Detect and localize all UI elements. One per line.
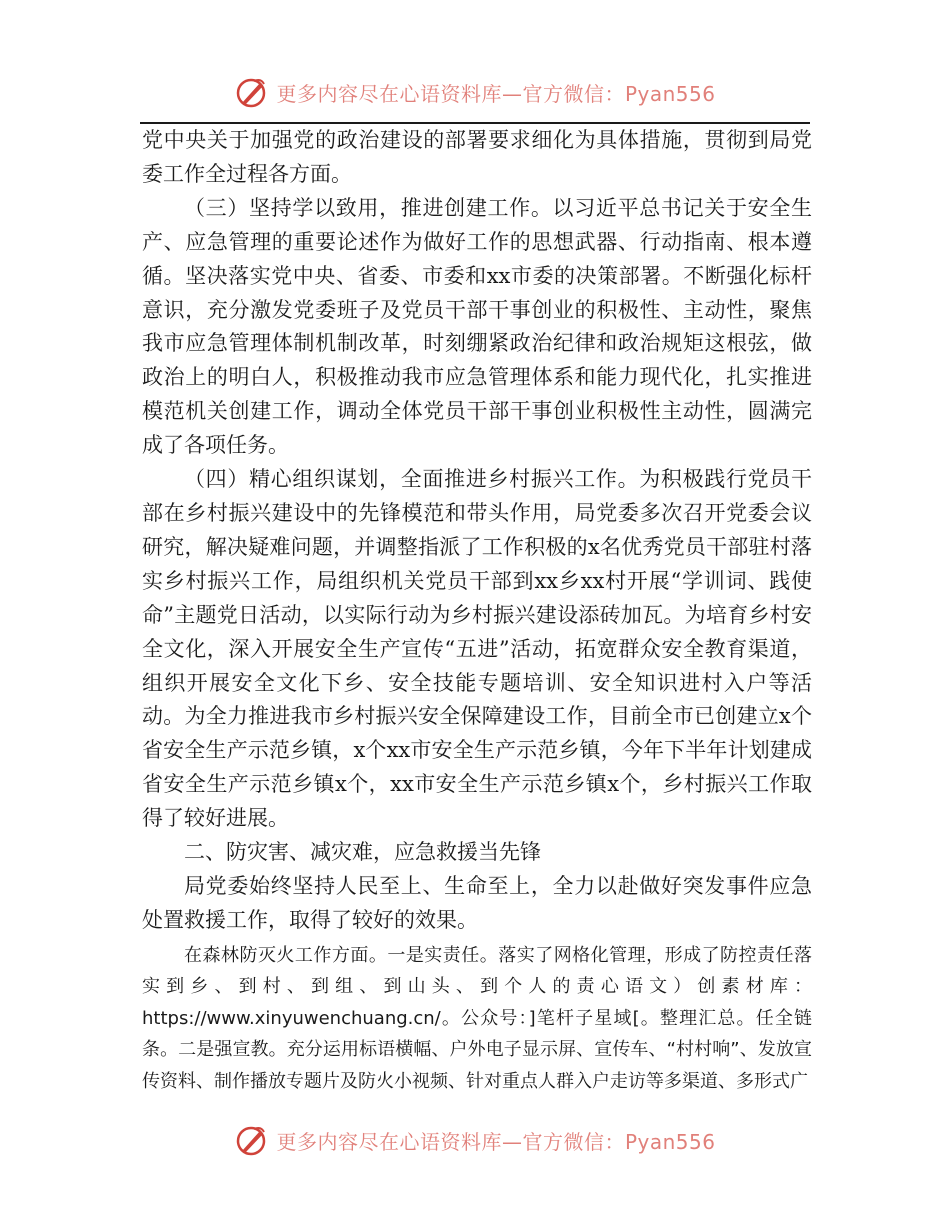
footer-banner-text: 更多内容尽在心语资料库—官方微信：Pyan556	[276, 1129, 716, 1154]
paragraph-section-3: （三）坚持学以致用，推进创建工作。以习近平总书记关于安全生产、应急管理的重要论述作为做好工作的思想武器、行动指南、根本遵循。坚决落实党中央、省委、市委和xx市委的决策部署。不断强化标杆意识，充分激发党委班子及党员干部干事创业的积极性、主动性，聚焦我市应急管理体制机制改革，时刻绷紧政治纪律和政治规矩这根弦，做政治上的明白人，积极推动我市应急管理体系和能力现代化，扎实推进模范机关创建工作，调动全体党员干部干事创业积极性主动性，圆满完成了各项任务。	[142, 195, 812, 458]
pen-seal-logo-icon	[234, 75, 268, 109]
document-body	[142, 124, 812, 1097]
paragraph-intro: 局党委始终坚持人民至上、生命至上，全力以赴做好突发事件应急处置救援工作，取得了较好的效果。	[142, 873, 812, 932]
pen-seal-logo-icon	[234, 1123, 268, 1157]
section-heading-2: 二、防灾害、减灾难，应急救援当先锋	[184, 840, 541, 865]
header-banner	[0, 72, 950, 112]
header-banner-text: 更多内容尽在心语资料库—官方微信：Pyan556	[276, 81, 716, 106]
paragraph-forest-fire: 在森林防灭火工作方面。一是实责任。落实了网格化管理，形成了防控责任落实到乡、到村、到组、到山头、到个人的责心语文）创素材库：https://www.xinyuwenchuang.cn/。公众号：]笔杆子星域[。整理汇总。任全链条。二是强宣教。充分运用标语横幅、户外电子显示屏、宣传车、“村村响”、发放宣传资料、制作播放专题片及防火小视频、针对重点人群入户走访等多渠道、多形式广	[142, 944, 812, 1092]
paragraph-continuation: 党中央关于加强党的政治建设的部署要求细化为具体措施，贯彻到局党委工作全过程各方面。	[142, 128, 812, 186]
footer-banner	[0, 1120, 950, 1160]
paragraph-section-4: （四）精心组织谋划，全面推进乡村振兴工作。为积极践行党员干部在乡村振兴建设中的先锋模范和带头作用，局党委多次召开党委会议研究，解决疑难问题，并调整指派了工作积极的x名优秀党员干部驻村落实乡村振兴工作，局组织机关党员干部到xx乡xx村开展“学训词、践使命”主题党日活动，以实际行动为乡村振兴建设添砖加瓦。为培育乡村安全文化，深入开展安全生产宣传“五进”活动，拓宽群众安全教育渠道，组织开展安全文化下乡、安全技能专题培训、安全知识进村入户等活动。为全力推进我市乡村振兴安全保障建设工作，目前全市已创建立x个省安全生产示范乡镇，x个xx市安全生产示范乡镇，今年下半年计划建成省安全生产示范乡镇x个，xx市安全生产示范乡镇x个，乡村振兴工作取得了较好进展。	[142, 467, 812, 831]
